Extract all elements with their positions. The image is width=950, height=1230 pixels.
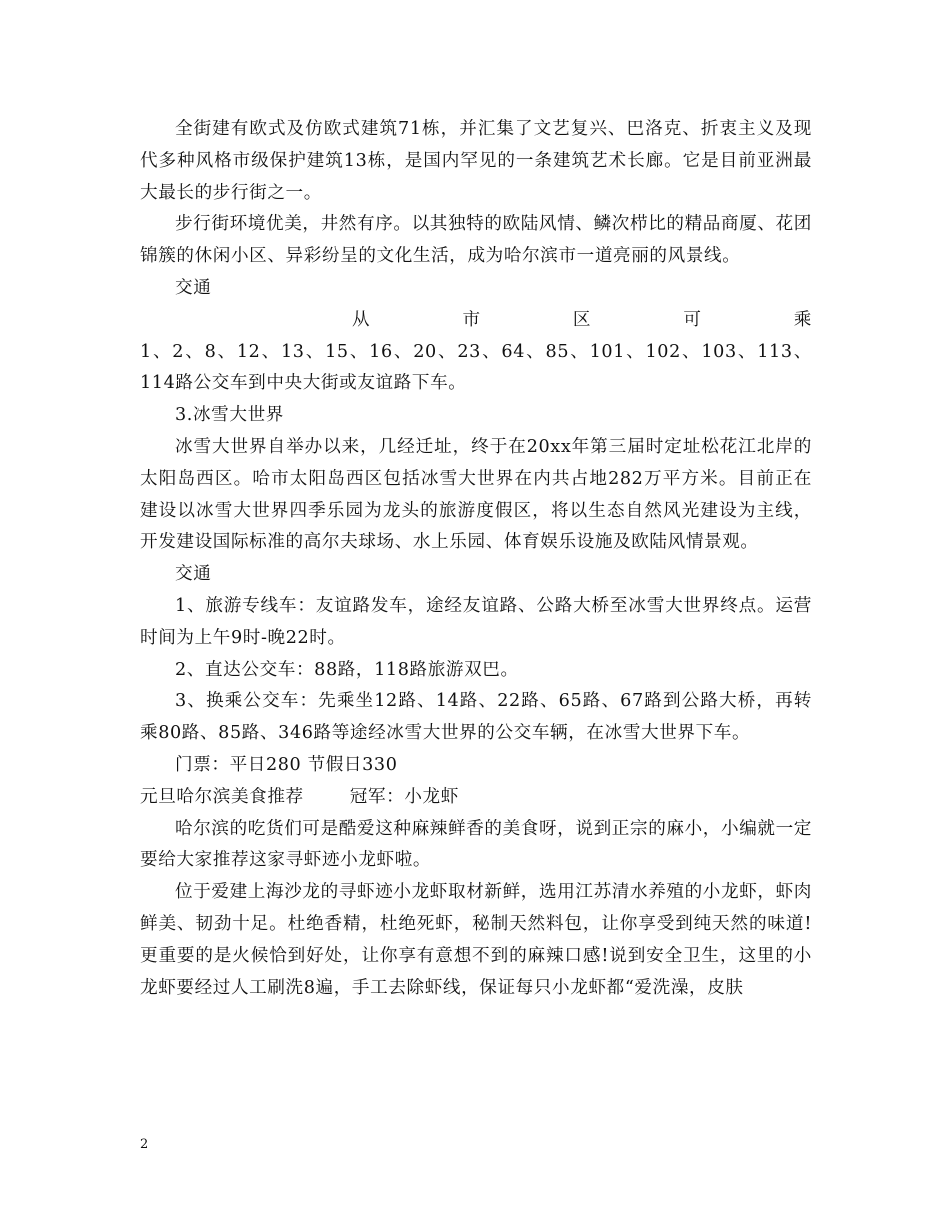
- ticket-price: 门票：平日280 节假日330: [175, 754, 398, 775]
- paragraph: 哈尔滨的吃货们可是酷爱这种麻辣鲜香的美食呀，说到正宗的麻小，小编就一定要给大家推荐这家寻虾迹小龙虾啦。: [140, 818, 812, 871]
- paragraph: 2、直达公交车：88路，118路旅游双巴。: [175, 659, 519, 680]
- section-heading: 3.冰雪大世界: [175, 405, 284, 426]
- paragraph: 步行街环境优美，井然有序。以其独特的欧陆风情、鳞次栉比的精品商厦、花团锦簇的休闲小区、异彩纷呈的文化生活，成为哈尔滨市一道亮丽的风景线。: [140, 214, 812, 267]
- spread-word: 乘: [793, 309, 812, 330]
- paragraph: 位于爱建上海沙龙的寻虾迹小龙虾取材新鲜，选用江苏清水养殖的小龙虾，虾肉鲜美、韧劲十足。杜绝香精，杜绝死虾，秘制天然料包，让你享受到纯天然的味道!更重要的是火候恰到好处，让你享有意想不到的麻辣口感!说到安全卫生，这里的小龙虾要经过人工刷洗8遍，手工去除虾线，保证每只小龙虾都“爱洗澡，皮肤: [140, 882, 812, 998]
- food-champion: 冠军：小龙虾: [349, 786, 459, 807]
- paragraph: 1、2、8、12、13、15、16、20、23、64、85、101、102、103、113、114路公交车到中央大街或友谊路下车。: [140, 341, 812, 394]
- spread-word: 可: [683, 309, 702, 330]
- paragraph: 1、旅游专线车：友谊路发车，途经友谊路、公路大桥至冰雪大世界终点。运营时间为上午9时-晚22时。: [140, 595, 812, 648]
- food-heading-row: [140, 782, 812, 814]
- page-number: 2: [140, 1137, 149, 1152]
- spread-word: 市: [462, 309, 481, 330]
- paragraph: 冰雪大世界自举办以来，几经迁址，终于在20xx年第三届时定址松花江北岸的太阳岛西区。哈市太阳岛西区包括冰雪大世界在内共占地282万平方米。目前正在建设以冰雪大世界四季乐园为龙头的旅游度假区，将以生态自然风光建设为主线，开发建设国际标准的高尔夫球场、水上乐园、体育娱乐设施及欧陆风情景观。: [140, 436, 812, 553]
- paragraph: 全街建有欧式及仿欧式建筑71栋，并汇集了文艺复兴、巴洛克、折衷主义及现代多种风格市级保护建筑13栋，是国内罕见的一条建筑艺术长廊。它是目前亚洲最大最长的步行街之一。: [140, 119, 812, 203]
- food-heading: 元旦哈尔滨美食推荐: [140, 786, 304, 807]
- spread-word: 区: [572, 309, 592, 330]
- paragraph: 3、换乘公交车：先乘坐12路、14路、22路、65路、67路到公路大桥，再转乘80路、85路、346路等途经冰雪大世界的公交车辆，在冰雪大世界下车。: [140, 691, 812, 744]
- spread-word: 从: [352, 309, 371, 330]
- section-label-traffic: 交通: [175, 277, 212, 298]
- section-label-traffic: 交通: [175, 564, 212, 585]
- document-body: [140, 114, 812, 1004]
- spread-line: [140, 305, 812, 337]
